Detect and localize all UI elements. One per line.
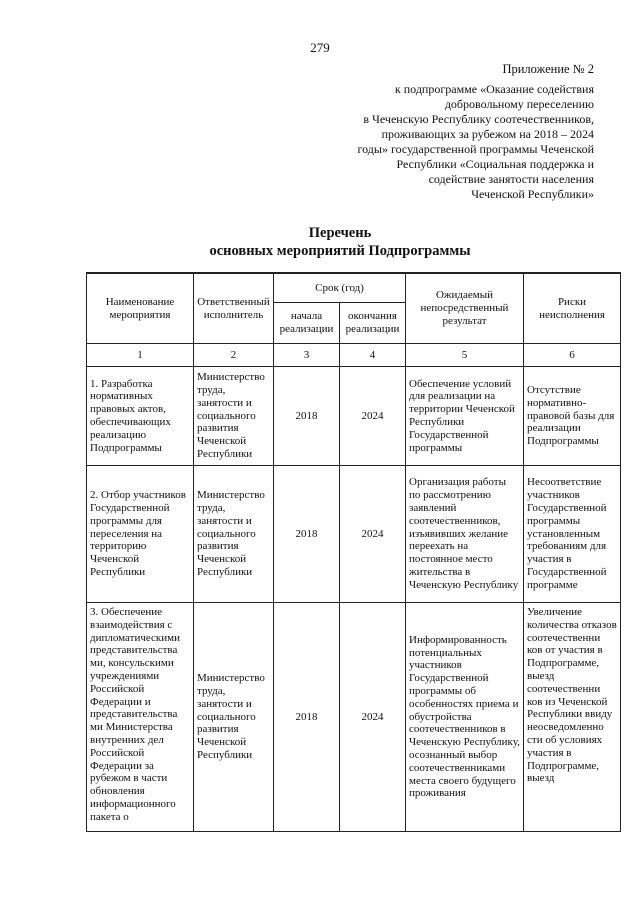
header-executor: Ответственный исполнитель: [194, 273, 274, 344]
cell-executor: Министерство труда, занятости и социального развития Чеченской Республики: [194, 367, 274, 466]
cell-name: 1. Разработка нормативных правовых актов, обеспечивающих реализацию Подпрограммы: [87, 367, 194, 466]
cell-name: 3. Обеспечение взаимодействия с дипломатическими представительства ми, консульскими учреждениями Российской Федерации и представительства ми Министерства внутренних дел Российской Федерации за рубежом в части обновления информационного пакета о: [87, 603, 194, 832]
table-row: [87, 603, 621, 832]
table-row: [87, 466, 621, 603]
appendix-text: [314, 82, 594, 202]
cell-name: 2. Отбор участников Государственной программы для переселения на территорию Чеченской Республики: [87, 466, 194, 603]
header-risks: Риски неисполнения: [524, 273, 621, 344]
header-period: Срок (год): [274, 273, 406, 303]
column-number: 3: [274, 344, 340, 367]
cell-risks: Увеличение количества отказов соотечественни ков от участия в Подпрограмме, выезд соотечественни ков из Чеченской Республики ввиду неосведомленно сти об условиях участия в Подпрограмме, выезд: [524, 603, 621, 832]
appendix-line: проживающих за рубежом на 2018 – 2024: [381, 127, 594, 141]
cell-start: 2018: [274, 466, 340, 603]
appendix-line: Республики «Социальная поддержка и: [396, 157, 594, 171]
column-number: 2: [194, 344, 274, 367]
measures-table: [86, 272, 621, 832]
header-result: Ожидаемый непосредственный результат: [406, 273, 524, 344]
appendix-line: к подпрограмме «Оказание содействия: [394, 82, 594, 96]
cell-end: 2024: [340, 603, 406, 832]
page-number: 279: [310, 40, 330, 55]
cell-risks: Несоответствие участников Государственной программы установленным требованиям для участия в Государственной программе: [524, 466, 621, 603]
appendix-line: годы» государственной программы Чеченской: [357, 142, 594, 156]
cell-result: Информированность потенциальных участников Государственной программы об особенностях приема и обустройства соотечественников в Чеченскую Республику, осознанный выбор соотечественниками места своего будущего проживания: [406, 603, 524, 832]
cell-end: 2024: [340, 466, 406, 603]
appendix-line: добровольному переселению: [444, 97, 594, 111]
cell-executor: Министерство труда, занятости и социального развития Чеченской Республики: [194, 466, 274, 603]
appendix-title: Приложение № 2: [502, 62, 594, 76]
table-header-row: [87, 273, 621, 303]
document-title-line: Перечень: [308, 225, 372, 241]
appendix-line: Чеченской Республики»: [471, 187, 594, 201]
appendix-line: в Чеченскую Республику соотечественников,: [363, 112, 594, 126]
header-start: начала реализации: [274, 303, 340, 344]
table-row: [87, 367, 621, 466]
appendix-line: содействие занятости населения: [428, 172, 594, 186]
column-number: 4: [340, 344, 406, 367]
document-title: [0, 224, 640, 260]
column-number-row: [87, 344, 621, 367]
header-name: Наименование мероприятия: [87, 273, 194, 344]
column-number: 5: [406, 344, 524, 367]
cell-executor: Министерство труда, занятости и социального развития Чеченской Республики: [194, 603, 274, 832]
document-title-line: основных мероприятий Подпрограммы: [209, 243, 471, 259]
cell-result: Организация работы по рассмотрению заявлений соотечественников, изъявивших желание переехать на постоянное место жительства в Чеченскую Республику: [406, 466, 524, 603]
cell-result: Обеспечение условий для реализации на территории Чеченской Республики Государственной программы: [406, 367, 524, 466]
cell-start: 2018: [274, 367, 340, 466]
column-number: 6: [524, 344, 621, 367]
cell-risks: Отсутствие нормативно-правовой базы для реализации Подпрограммы: [524, 367, 621, 466]
cell-start: 2018: [274, 603, 340, 832]
cell-end: 2024: [340, 367, 406, 466]
header-end: окончания реализации: [340, 303, 406, 344]
column-number: 1: [87, 344, 194, 367]
